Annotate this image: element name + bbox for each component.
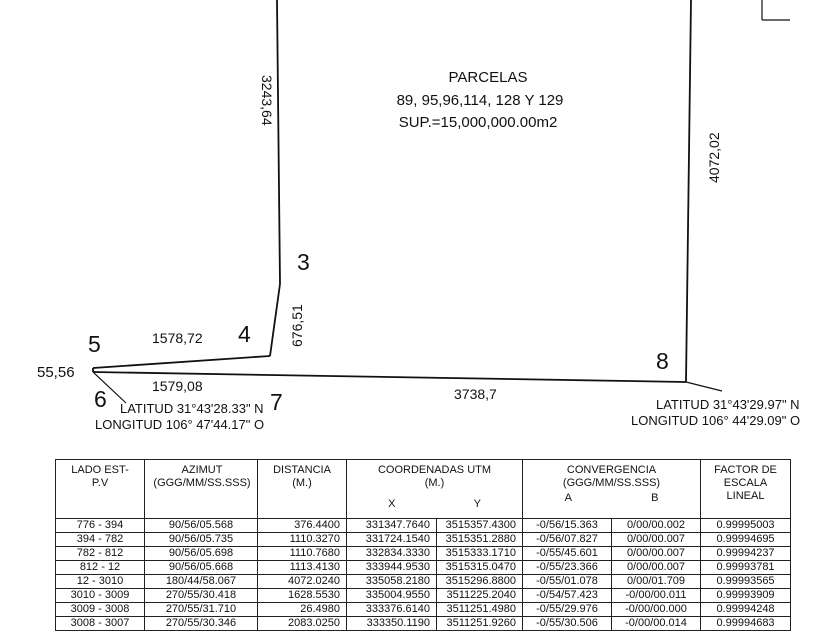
cell-x: 331347.7640 bbox=[347, 519, 437, 533]
parcel-numbers: 89, 95,96,114, 128 Y 129 bbox=[396, 92, 564, 109]
side-right-length: 4072,02 bbox=[706, 132, 722, 183]
side-bottom-east-length: 3738,7 bbox=[454, 386, 497, 402]
cell-factor: 0.99993909 bbox=[701, 589, 791, 603]
header-factor: FACTOR DE ESCALA LINEAL bbox=[701, 460, 791, 519]
point-8: 8 bbox=[656, 348, 669, 374]
cell-conv-a: -0/55/29.976 bbox=[523, 603, 612, 617]
table-row bbox=[56, 617, 791, 631]
cell-y: 3511251.4980 bbox=[437, 603, 523, 617]
table-row bbox=[56, 589, 791, 603]
point-4: 4 bbox=[238, 321, 251, 347]
cell-conv-b: 0/00/00.007 bbox=[612, 533, 701, 547]
table-row bbox=[56, 603, 791, 617]
cell-azimut: 90/56/05.735 bbox=[145, 533, 258, 547]
cell-x: 332834.3330 bbox=[347, 547, 437, 561]
cell-azimut: 90/56/05.668 bbox=[145, 561, 258, 575]
side-short-length: 676,51 bbox=[289, 304, 305, 347]
cell-x: 333944.9530 bbox=[347, 561, 437, 575]
header-distancia: DISTANCIA (M.) bbox=[258, 460, 347, 519]
cell-distancia: 1110.3270 bbox=[258, 533, 347, 547]
cell-x: 335004.9550 bbox=[347, 589, 437, 603]
header-b: B bbox=[651, 492, 659, 504]
cell-conv-a: -0/55/30.506 bbox=[523, 617, 612, 631]
cell-lado: 12 - 3010 bbox=[56, 575, 145, 589]
cell-factor: 0.99994237 bbox=[701, 547, 791, 561]
header-azimut: AZIMUT (GGG/MM/SS.SSS) bbox=[145, 460, 258, 519]
header-convergencia: CONVERGENCIA (GGG/MM/SS.SSS) A B bbox=[523, 460, 701, 519]
cell-azimut: 270/55/30.418 bbox=[145, 589, 258, 603]
cell-distancia: 4072.0240 bbox=[258, 575, 347, 589]
cell-conv-b: 0/00/00.007 bbox=[612, 547, 701, 561]
table-body bbox=[56, 519, 791, 631]
table-row bbox=[56, 575, 791, 589]
cell-lado: 3009 - 3008 bbox=[56, 603, 145, 617]
cell-distancia: 2083.0250 bbox=[258, 617, 347, 631]
table-row bbox=[56, 561, 791, 575]
cell-distancia: 1628.5530 bbox=[258, 589, 347, 603]
point-7: 7 bbox=[270, 389, 283, 415]
cell-y: 3515296.8800 bbox=[437, 575, 523, 589]
cell-x: 335058.2180 bbox=[347, 575, 437, 589]
east-latitude: LATITUD 31°43'29.97" N bbox=[656, 397, 800, 412]
side-west-length: 55,56 bbox=[37, 364, 75, 381]
table-row bbox=[56, 533, 791, 547]
east-longitude: LONGITUD 106° 44'29.09" O bbox=[631, 413, 801, 428]
side-top-west-length: 1578,72 bbox=[152, 330, 203, 346]
table-row bbox=[56, 519, 791, 533]
cell-y: 3511251.9260 bbox=[437, 617, 523, 631]
cell-x: 333376.6140 bbox=[347, 603, 437, 617]
cell-conv-a: -0/56/15.363 bbox=[523, 519, 612, 533]
pointer-east bbox=[686, 382, 722, 391]
cell-conv-a: -0/54/57.423 bbox=[523, 589, 612, 603]
header-x: X bbox=[388, 498, 396, 510]
boundary-top-west bbox=[93, 356, 270, 368]
cell-lado: 394 - 782 bbox=[56, 533, 145, 547]
cell-azimut: 270/55/31.710 bbox=[145, 603, 258, 617]
cell-factor: 0.99994683 bbox=[701, 617, 791, 631]
cell-x: 333350.1190 bbox=[347, 617, 437, 631]
cell-distancia: 26.4980 bbox=[258, 603, 347, 617]
header-a: A bbox=[564, 492, 572, 504]
cell-distancia: 376.4400 bbox=[258, 519, 347, 533]
west-longitude: LONGITUD 106° 47'44.17" O bbox=[95, 417, 265, 432]
cell-factor: 0.99993781 bbox=[701, 561, 791, 575]
cell-azimut: 270/55/30.346 bbox=[145, 617, 258, 631]
surface-area: SUP.=15,000,000.00m2 bbox=[398, 114, 558, 131]
survey-table bbox=[55, 459, 791, 631]
boundary-left bbox=[277, 0, 280, 284]
header-y: Y bbox=[473, 498, 481, 510]
cell-factor: 0.99994695 bbox=[701, 533, 791, 547]
cell-azimut: 90/56/05.568 bbox=[145, 519, 258, 533]
cell-factor: 0.99995003 bbox=[701, 519, 791, 533]
cell-conv-b: 0/00/00.007 bbox=[612, 561, 701, 575]
cell-conv-a: -0/55/23.366 bbox=[523, 561, 612, 575]
cell-conv-b: -0/00/00.000 bbox=[612, 603, 701, 617]
cell-azimut: 180/44/58.067 bbox=[145, 575, 258, 589]
boundary-short bbox=[270, 284, 280, 356]
cell-factor: 0.99994248 bbox=[701, 603, 791, 617]
cell-conv-a: -0/56/07.827 bbox=[523, 533, 612, 547]
cell-conv-a: -0/55/45.601 bbox=[523, 547, 612, 561]
cell-factor: 0.99993565 bbox=[701, 575, 791, 589]
cell-lado: 782 - 812 bbox=[56, 547, 145, 561]
side-bottom-west-length: 1579,08 bbox=[152, 378, 203, 394]
cell-y: 3515351.2880 bbox=[437, 533, 523, 547]
table-row bbox=[56, 547, 791, 561]
cell-x: 331724.1540 bbox=[347, 533, 437, 547]
cell-conv-b: 0/00/00.002 bbox=[612, 519, 701, 533]
cell-conv-b: -0/00/00.014 bbox=[612, 617, 701, 631]
cell-conv-a: -0/55/01.078 bbox=[523, 575, 612, 589]
header-coordenadas: COORDENADAS UTM (M.) X Y bbox=[347, 460, 523, 519]
side-left-length: 3243,64 bbox=[259, 75, 275, 126]
point-6: 6 bbox=[94, 386, 107, 412]
plan-title: PARCELAS bbox=[448, 69, 528, 86]
cell-y: 3515315.0470 bbox=[437, 561, 523, 575]
cell-lado: 3008 - 3007 bbox=[56, 617, 145, 631]
boundary-right bbox=[686, 0, 691, 382]
cell-lado: 3010 - 3009 bbox=[56, 589, 145, 603]
header-lado: LADO EST-P.V bbox=[56, 460, 145, 519]
cell-distancia: 1110.7680 bbox=[258, 547, 347, 561]
cell-conv-b: 0/00/01.709 bbox=[612, 575, 701, 589]
west-latitude: LATITUD 31°43'28.33" N bbox=[120, 401, 264, 416]
point-5: 5 bbox=[88, 331, 101, 357]
point-3: 3 bbox=[297, 249, 310, 275]
cell-distancia: 1113.4130 bbox=[258, 561, 347, 575]
cell-lado: 812 - 12 bbox=[56, 561, 145, 575]
cell-y: 3515333.1710 bbox=[437, 547, 523, 561]
cell-azimut: 90/56/05.698 bbox=[145, 547, 258, 561]
cell-y: 3515357.4300 bbox=[437, 519, 523, 533]
cell-lado: 776 - 394 bbox=[56, 519, 145, 533]
table-header-row bbox=[56, 460, 791, 519]
cell-conv-b: -0/00/00.011 bbox=[612, 589, 701, 603]
cell-y: 3511225.2040 bbox=[437, 589, 523, 603]
